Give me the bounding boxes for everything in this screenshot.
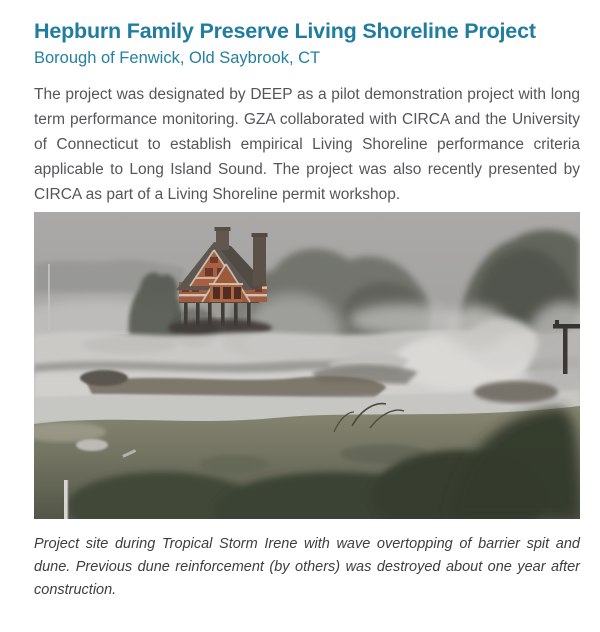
page-subtitle: Borough of Fenwick, Old Saybrook, CT <box>34 49 321 67</box>
storm-photo <box>34 212 580 519</box>
photo-haze-overlay <box>34 212 580 519</box>
page-title: Hepburn Family Preserve Living Shoreline Project <box>34 19 536 43</box>
storm-photo-graphic <box>34 212 580 519</box>
photo-caption: Project site during Tropical Storm Irene with wave overtopping of barrier spit and dune. Previous dune reinforcement (by others) was destroyed about one year after construction. <box>34 536 580 598</box>
intro-paragraph: The project was designated by DEEP as a pilot demonstration project with long term performance monitoring. GZA collaborated with CIRCA and the University of Connecticut to establish empirical Living Shoreline performance criteria applicable to Long Island Sound. The project was also recently presented by CIRCA as part of a Living Shoreline permit workshop. <box>34 86 580 203</box>
